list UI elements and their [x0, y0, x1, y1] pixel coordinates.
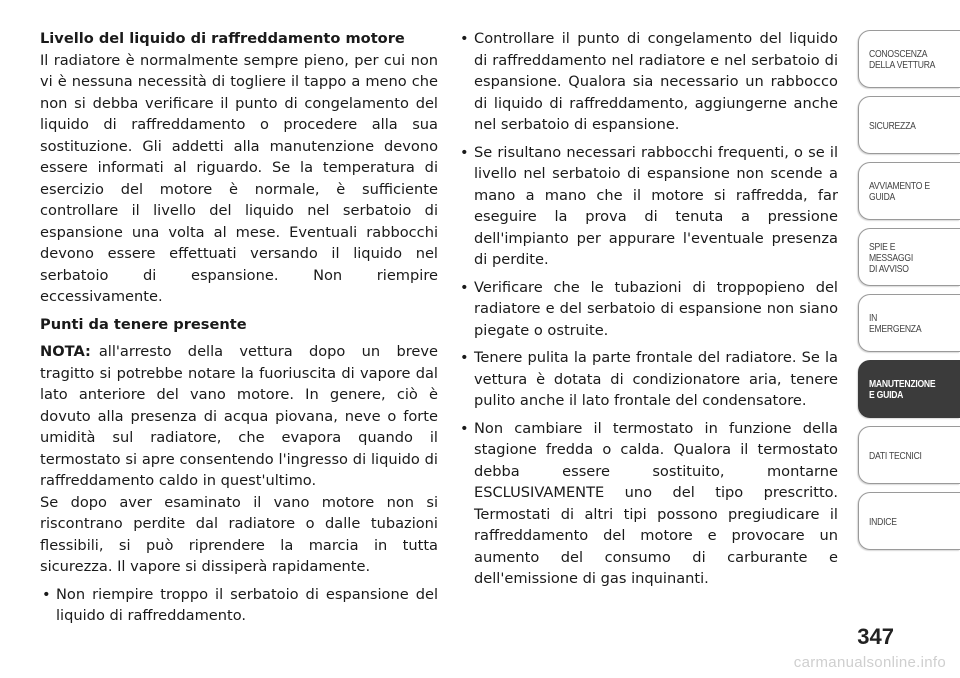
tab-label: AVVIAMENTO E GUIDA	[869, 180, 930, 203]
tab-indice[interactable]	[858, 492, 960, 550]
paragraph-2: Se dopo aver esaminato il vano motore non si riscontrano perdite dal radiatore o dalle tubazioni flessibili, si può riprendere la marcia in tutta sicurezza. Il vapore si dissiperà rapidamente.	[40, 493, 438, 575]
note-text: all'arresto della vettura dopo un breve tragitto si potrebbe notare la fuoriuscita di vapore dal lato anteriore del vano motore. In genere, ciò è dovuto alla presenza di acqua piovana, neve o forte umidità sul radiatore, che evapora quando il termostato si apre consentendo l'ingresso di liquido di raffreddamento caldo in quest'ultimo.	[40, 343, 438, 489]
right-bullet-list	[458, 28, 838, 590]
watermark: carmanualsonline.info	[793, 654, 946, 671]
list-item: • Se risultano necessari rabbocchi frequenti, o se il livello nel serbatoio di espansione non scende a mano a mano che il motore si raffredda, far eseguire la prova di tenuta a pressione dell'impianto per appurare l'eventuale presenza di perdite.	[458, 142, 838, 271]
tab-label: SICUREZZA	[869, 119, 916, 132]
intro-paragraph: Il radiatore è normalmente sempre pieno, per cui non vi è nessuna necessità di togliere il tappo a meno che non si debba verificare il punto di congelamento del liquido di raffreddamento o procedere alla sua sostituzione. Gli addetti alla manutenzione devono essere informati al riguardo. Se la temperatura di esercizio del motore è normale, è sufficiente controllare il livello del liquido nel serbatoio di espansione una volta al mese. Eventuali rabbocchi devono essere effettuati versando il liquido nel serbatoio di espansione. Non riempire eccessivamente.	[40, 51, 438, 305]
tab-dati-tecnici[interactable]	[858, 426, 960, 484]
page-number: 347	[857, 624, 894, 649]
note-label: NOTA:	[40, 343, 91, 360]
tab-sicurezza[interactable]	[858, 96, 960, 154]
tab-label: SPIE E MESSAGGI DI AVVISO	[869, 240, 913, 275]
left-bullet-list	[40, 584, 438, 627]
right-column	[458, 28, 838, 596]
tab-in-emergenza[interactable]	[858, 294, 960, 352]
tab-conoscenza-vettura[interactable]	[858, 30, 960, 88]
tab-label: DATI TECNICI	[869, 449, 922, 462]
tab-label: IN EMERGENZA	[869, 312, 922, 335]
tab-avviamento-guida[interactable]	[858, 162, 960, 220]
list-item: • Controllare il punto di congelamento del liquido di raffreddamento nel radiatore e nel serbatoio di espansione. Qualora sia necessario un rabbocco di liquido di raffreddamento, aggiungerne anche nel serbatoio di espansione.	[458, 28, 838, 136]
tab-label: INDICE	[869, 515, 897, 528]
tab-spie-messaggi[interactable]	[858, 228, 960, 286]
tab-label: MANUTENZIONE E GUIDA	[869, 378, 936, 401]
list-item: • Tenere pulita la parte frontale del radiatore. Se la vettura è dotata di condizionatore aria, tenere pulito anche il lato frontale del condensatore.	[458, 347, 838, 412]
section-heading: Livello del liquido di raffreddamento motore	[40, 30, 405, 47]
left-column	[40, 28, 438, 633]
note-paragraph	[40, 341, 438, 492]
subheading: Punti da tenere presente	[40, 315, 247, 333]
list-item: • Non riempire troppo il serbatoio di espansione del liquido di raffreddamento.	[40, 584, 438, 627]
tab-manutenzione-guida[interactable]	[858, 360, 960, 418]
tab-label: CONOSCENZA DELLA VETTURA	[869, 48, 936, 71]
list-item: • Non cambiare il termostato in funzione della stagione fredda o calda. Qualora il termostato debba essere sostituito, montarne ESCLUSIVAMENTE uno del tipo prescritto. Termostati di altri tipi possono pregiudicare il raffreddamento del motore e provocare un aumento del consumo di carburante e dell'emissione di gas inquinanti.	[458, 418, 838, 590]
list-item: • Verificare che le tubazioni di troppopieno del radiatore e del serbatoio di espansione non siano piegate o ostruite.	[458, 277, 838, 342]
chapter-tabs	[858, 30, 960, 558]
